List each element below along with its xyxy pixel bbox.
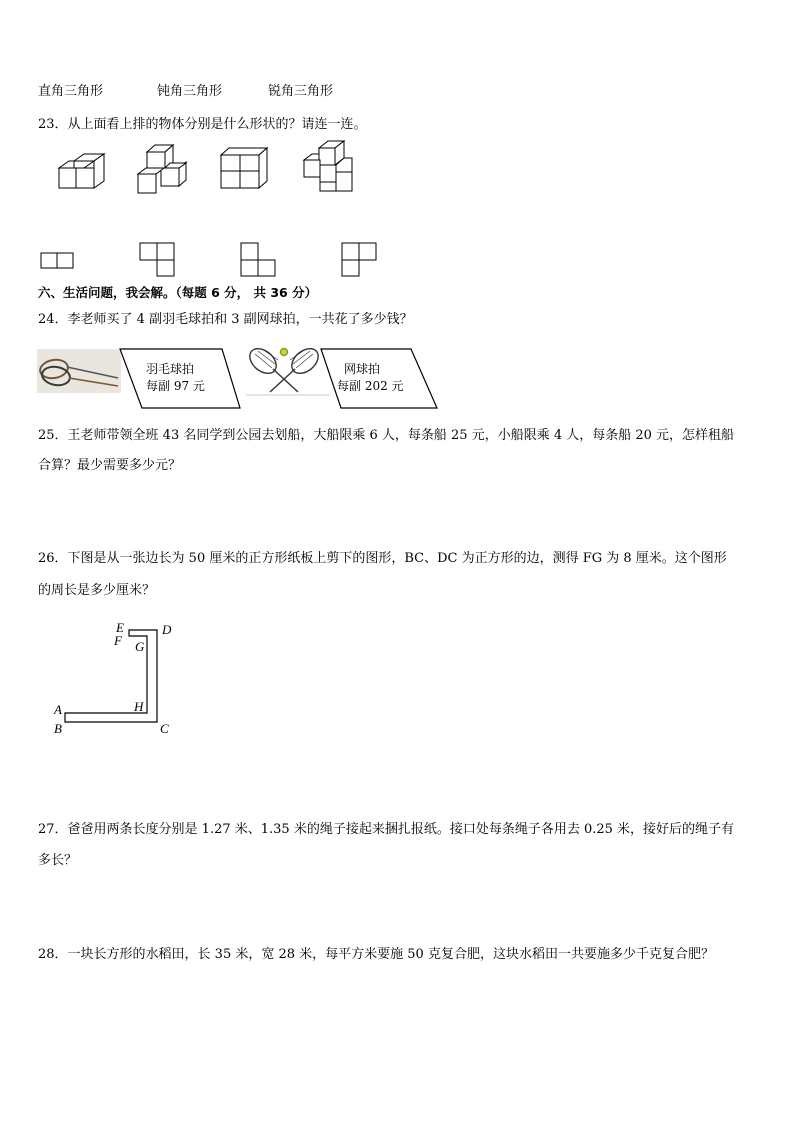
question-27-line-2: 多长？ bbox=[38, 853, 78, 868]
badminton-tag-name: 羽毛球拍 bbox=[146, 362, 195, 376]
question-25-line-1: 25．王老师带领全班 43 名同学到公园去划船，大船限乘 6 人，每条船 25 元，小船限乘 4 人，每条船 20 元，怎样租船 bbox=[38, 428, 735, 443]
option-right-triangle: 直角三角形 bbox=[38, 84, 104, 99]
label-f: F bbox=[114, 633, 122, 648]
question-27-line-1: 27．爸爸用两条长度分别是 1.27 米、1.35 米的绳子接起来捆扎报纸。接口处每条绳子各用去 0.25 米，接好后的绳子有 bbox=[38, 822, 735, 837]
question-26-line-1: 26．下图是从一张边长为 50 厘米的正方形纸板上剪下的图形，BC、DC 为正方形的边，测得 FG 为 8 厘米。这个图形 bbox=[38, 551, 727, 566]
label-c: C bbox=[160, 721, 169, 736]
label-e: E bbox=[116, 620, 124, 635]
label-d: D bbox=[162, 622, 172, 637]
question-26-line-2: 的周长是多少厘米？ bbox=[38, 583, 156, 598]
question-24: 24．李老师买了 4 副羽毛球拍和 3 副网球拍，一共花了多少钱？ bbox=[38, 312, 413, 327]
question-23: 23．从上面看上排的物体分别是什么形状的？请连一连。 bbox=[38, 117, 367, 132]
option-acute-triangle: 锐角三角形 bbox=[268, 84, 334, 99]
label-h: H bbox=[134, 699, 144, 714]
tennis-tag-name: 网球拍 bbox=[344, 362, 381, 376]
question-28: 28．一块长方形的水稻田，长 35 米，宽 28 米，每平方米要施 50 克复合肥，这块水稻田一共要施多少千克复合肥？ bbox=[38, 947, 714, 962]
section-6-heading: 六、生活问题，我会解。（每题 6 分， 共 36 分） bbox=[38, 285, 318, 300]
badminton-tag-price: 每副 97 元 bbox=[146, 379, 205, 393]
label-a: A bbox=[54, 702, 62, 717]
option-obtuse-triangle: 钝角三角形 bbox=[157, 84, 223, 99]
question-25-line-2: 合算？最少需要多少元？ bbox=[38, 458, 182, 473]
label-b: B bbox=[54, 721, 62, 736]
label-g: G bbox=[135, 639, 145, 654]
tennis-tag-price: 每副 202 元 bbox=[337, 379, 404, 393]
